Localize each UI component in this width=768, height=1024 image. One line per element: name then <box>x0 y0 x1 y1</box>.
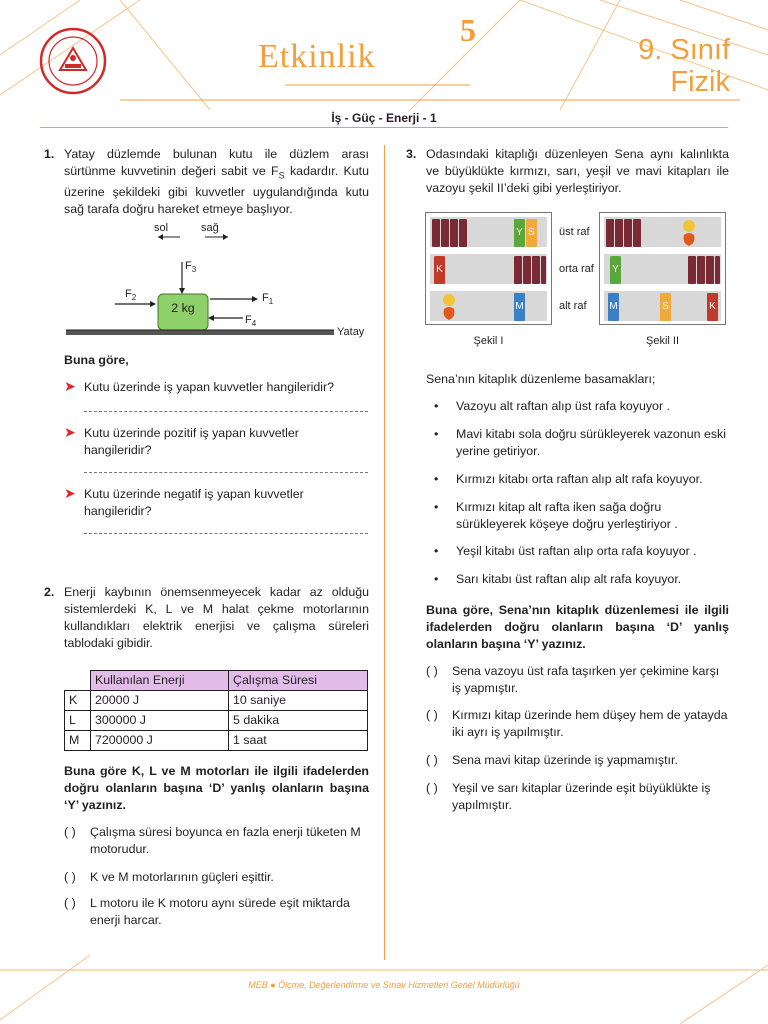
step-bullet: • <box>434 544 439 558</box>
step-1: Vazoyu alt raftan alıp üst rafa koyuyor . <box>456 399 670 413</box>
maroon-book <box>615 219 623 247</box>
q3-item-4: Yeşil ve sarı kitaplar üzerinde eşit büyüklükte iş yapılmıştır. <box>452 781 711 812</box>
step-bullet: • <box>434 399 439 413</box>
activity-title: Etkinlik <box>258 38 376 75</box>
q1-item-3-marker: ➤ <box>64 485 76 501</box>
q1-answer-line-3[interactable] <box>84 533 368 534</box>
q3-item-2: Kırmızı kitap üzerinde hem düşey hem de yatayda iki ayrı iş yapılmıştır. <box>452 708 728 739</box>
step-6: Sarı kitabı üst raftan alıp alt rafa koyuyor. <box>456 572 682 586</box>
subject-text: Fizik <box>670 66 730 98</box>
force-f2-label <box>125 286 136 306</box>
maroon-book <box>697 256 705 284</box>
figure-1-caption: Şekil I <box>473 335 504 347</box>
q3-number: 3. <box>406 147 417 161</box>
table-cell: 300000 J <box>91 711 229 731</box>
maroon-book <box>459 219 467 247</box>
steps-title: Sena’nın kitaplık düzenleme basamakları; <box>426 372 656 386</box>
q1-answer-line-2[interactable] <box>84 472 368 473</box>
maroon-book <box>532 256 540 284</box>
table-header-duration: Çalışma Süresi <box>229 671 368 691</box>
q1-text-start: Yatay düzlemde bulunan kutu ile düzlem arası sürtünme kuvvetinin değeri sabit ve F <box>64 147 369 178</box>
vase-icon <box>680 219 698 247</box>
f1-letter: F <box>262 292 269 304</box>
table-row <box>65 691 368 711</box>
q2-item-2: K ve M motorlarının güçleri eşittir. <box>90 870 274 884</box>
q1-item-1-marker: ➤ <box>64 378 76 394</box>
q2-item-3: L motoru ile K motoru aynı sürede eşit miktarda enerji harcar. <box>90 896 350 927</box>
force-diagram <box>60 232 380 342</box>
table-cell: 1 saat <box>229 731 368 751</box>
q3-item-1: Sena vazoyu üst rafa taşırken yer çekimine karşı iş yapmıştır. <box>452 664 720 695</box>
maroon-book <box>715 256 720 284</box>
q3-item-3-paren[interactable]: ( ) <box>426 753 438 767</box>
q1-number: 1. <box>44 147 55 161</box>
subtitle-rule <box>40 127 728 128</box>
maroon-book <box>523 256 531 284</box>
q1-answer-line-1[interactable] <box>84 411 368 412</box>
maroon-book <box>688 256 696 284</box>
f3-letter: F <box>185 260 192 272</box>
maroon-book <box>441 219 449 247</box>
q1-lead: Buna göre, <box>64 353 129 367</box>
maroon-book <box>541 256 546 284</box>
table-cell: 5 dakika <box>229 711 368 731</box>
step-5: Yeşil kitabı üst raftan alıp orta rafa koyuyor . <box>456 544 697 558</box>
q3-question: Buna göre, Sena’nın kitaplık düzenlemesi ile ilgili ifadelerden doğru olanların başına ‘D’ yanlış olanların başına ‘Y’ yazınız. <box>426 603 729 651</box>
topic-subtitle: İş - Güç - Enerji - 1 <box>331 111 437 125</box>
q1-item-3: Kutu üzerinde negatif iş yapan kuvvetler hangileridir? <box>84 487 304 518</box>
step-4: Kırmızı kitap alt rafta iken sağa doğru sürükleyerek köşeye doğru yerleştiriyor . <box>456 500 678 531</box>
table-row <box>65 731 368 751</box>
shelf-2 <box>599 212 726 325</box>
vase-icon <box>440 293 458 321</box>
table-cell: L <box>65 711 91 731</box>
q2-text: Enerji kaybının önemsenmeyecek kadar az olduğu sistemlerdeki K, L ve M halat çekme motorlarının kullandıkları elektrik enerjisi ve çalışma süreleri tablodaki gibidir. <box>64 585 369 650</box>
f2-letter: F <box>125 288 132 300</box>
activity-number: 5 <box>460 12 476 48</box>
q1-text <box>64 146 369 218</box>
shelf-label-bottom: alt raf <box>559 300 587 312</box>
step-2: Mavi kitabı sola doğru sürükleyerek vazonun eski yerine getiriyor. <box>456 427 726 458</box>
q2-item-1: Çalışma süresi boyunca en fazla enerji tüketen M motorudur. <box>90 825 361 856</box>
step-bullet: • <box>434 472 439 486</box>
f4-index: 4 <box>251 319 257 329</box>
q3-item-1-paren[interactable]: ( ) <box>426 664 438 678</box>
ministry-logo-icon <box>38 26 108 96</box>
table-header-row <box>65 671 368 691</box>
surface-label: Yatay <box>337 326 365 338</box>
shelf-label-middle: orta raf <box>559 263 594 275</box>
energy-table <box>64 670 368 751</box>
step-3: Kırmızı kitabı orta raftan alıp alt rafa koyuyor. <box>456 472 703 486</box>
q1-text-end: kadardır. Kutu üzerine şekildeki gibi kuvvetler uygulandığında kutu sağ tarafa doğru hareket etmeye başlıyor. <box>64 164 370 217</box>
maroon-book <box>606 219 614 247</box>
red-book: K <box>434 256 445 284</box>
step-bullet: • <box>434 572 439 586</box>
q3-item-2-paren[interactable]: ( ) <box>426 708 438 722</box>
maroon-book <box>432 219 440 247</box>
maroon-book <box>450 219 458 247</box>
green-book: Y <box>610 256 621 284</box>
q3-item-3: Sena mavi kitap üzerinde iş yapmamıştır. <box>452 753 678 767</box>
maroon-book <box>624 219 632 247</box>
force-f1-label <box>262 290 273 310</box>
q1-item-2: Kutu üzerinde pozitif iş yapan kuvvetler hangileridir? <box>84 426 299 457</box>
q2-number: 2. <box>44 585 55 599</box>
maroon-book <box>706 256 714 284</box>
table-cell: 10 saniye <box>229 691 368 711</box>
maroon-book <box>514 256 522 284</box>
q2-item-1-paren[interactable]: ( ) <box>64 825 76 839</box>
q1-item-2-marker: ➤ <box>64 424 76 440</box>
force-f3-label <box>185 258 196 278</box>
box-mass-label: 2 kg <box>171 301 195 315</box>
table-header-energy: Kullanılan Enerji <box>91 671 229 691</box>
q2-item-2-paren[interactable]: ( ) <box>64 870 76 884</box>
diagram-left-label: sol <box>154 222 169 234</box>
table-cell: K <box>65 691 91 711</box>
maroon-book <box>633 219 641 247</box>
force-f4-label <box>245 312 256 332</box>
f1-index: 1 <box>268 297 274 307</box>
shelf-label-top: üst raf <box>559 226 590 238</box>
grade-text: 9. Sınıf <box>638 34 730 66</box>
red-book: K <box>707 293 718 321</box>
table-corner <box>65 671 91 691</box>
blue-book: M <box>514 293 525 321</box>
blue-book: M <box>608 293 619 321</box>
diagram-right-label: sağ <box>201 222 219 234</box>
f3-index: 3 <box>191 265 197 275</box>
q2-question: Buna göre K, L ve M motorları ile ilgili ifadelerden doğru olanların başına ‘D’ yanlış olanların başına ‘Y’ yazınız. <box>64 764 369 812</box>
f2-index: 2 <box>131 293 137 303</box>
q2-item-3-paren[interactable]: ( ) <box>64 896 76 910</box>
green-book: Y <box>514 219 525 247</box>
table-cell: 20000 J <box>91 691 229 711</box>
figure-2-caption: Şekil II <box>645 335 679 347</box>
footer-text: MEB ● Ölçme, Değerlendirme ve Sınav Hizmetleri Genel Müdürlüğü <box>248 980 520 990</box>
q1-item-1: Kutu üzerinde iş yapan kuvvetler hangileridir? <box>84 380 335 394</box>
yellow-book: S <box>660 293 671 321</box>
step-bullet: • <box>434 500 439 514</box>
q3-text: Odasındaki kitaplığı düzenleyen Sena aynı kalınlıkta ve büyüklükte kırmızı, sarı, yeşil ve mavi kitapları ile vazoyu şekil II’deki gibi yerleştiriyor. <box>426 147 729 195</box>
shelf-1 <box>425 212 552 325</box>
column-divider <box>384 145 385 960</box>
yellow-book: S <box>526 219 537 247</box>
table-cell: M <box>65 731 91 751</box>
f4-letter: F <box>245 314 252 326</box>
table-cell: 7200000 J <box>91 731 229 751</box>
step-bullet: • <box>434 427 439 441</box>
grade-label <box>560 34 730 98</box>
q3-item-4-paren[interactable]: ( ) <box>426 781 438 795</box>
table-row <box>65 711 368 731</box>
q1-text-sub: S <box>278 170 285 181</box>
